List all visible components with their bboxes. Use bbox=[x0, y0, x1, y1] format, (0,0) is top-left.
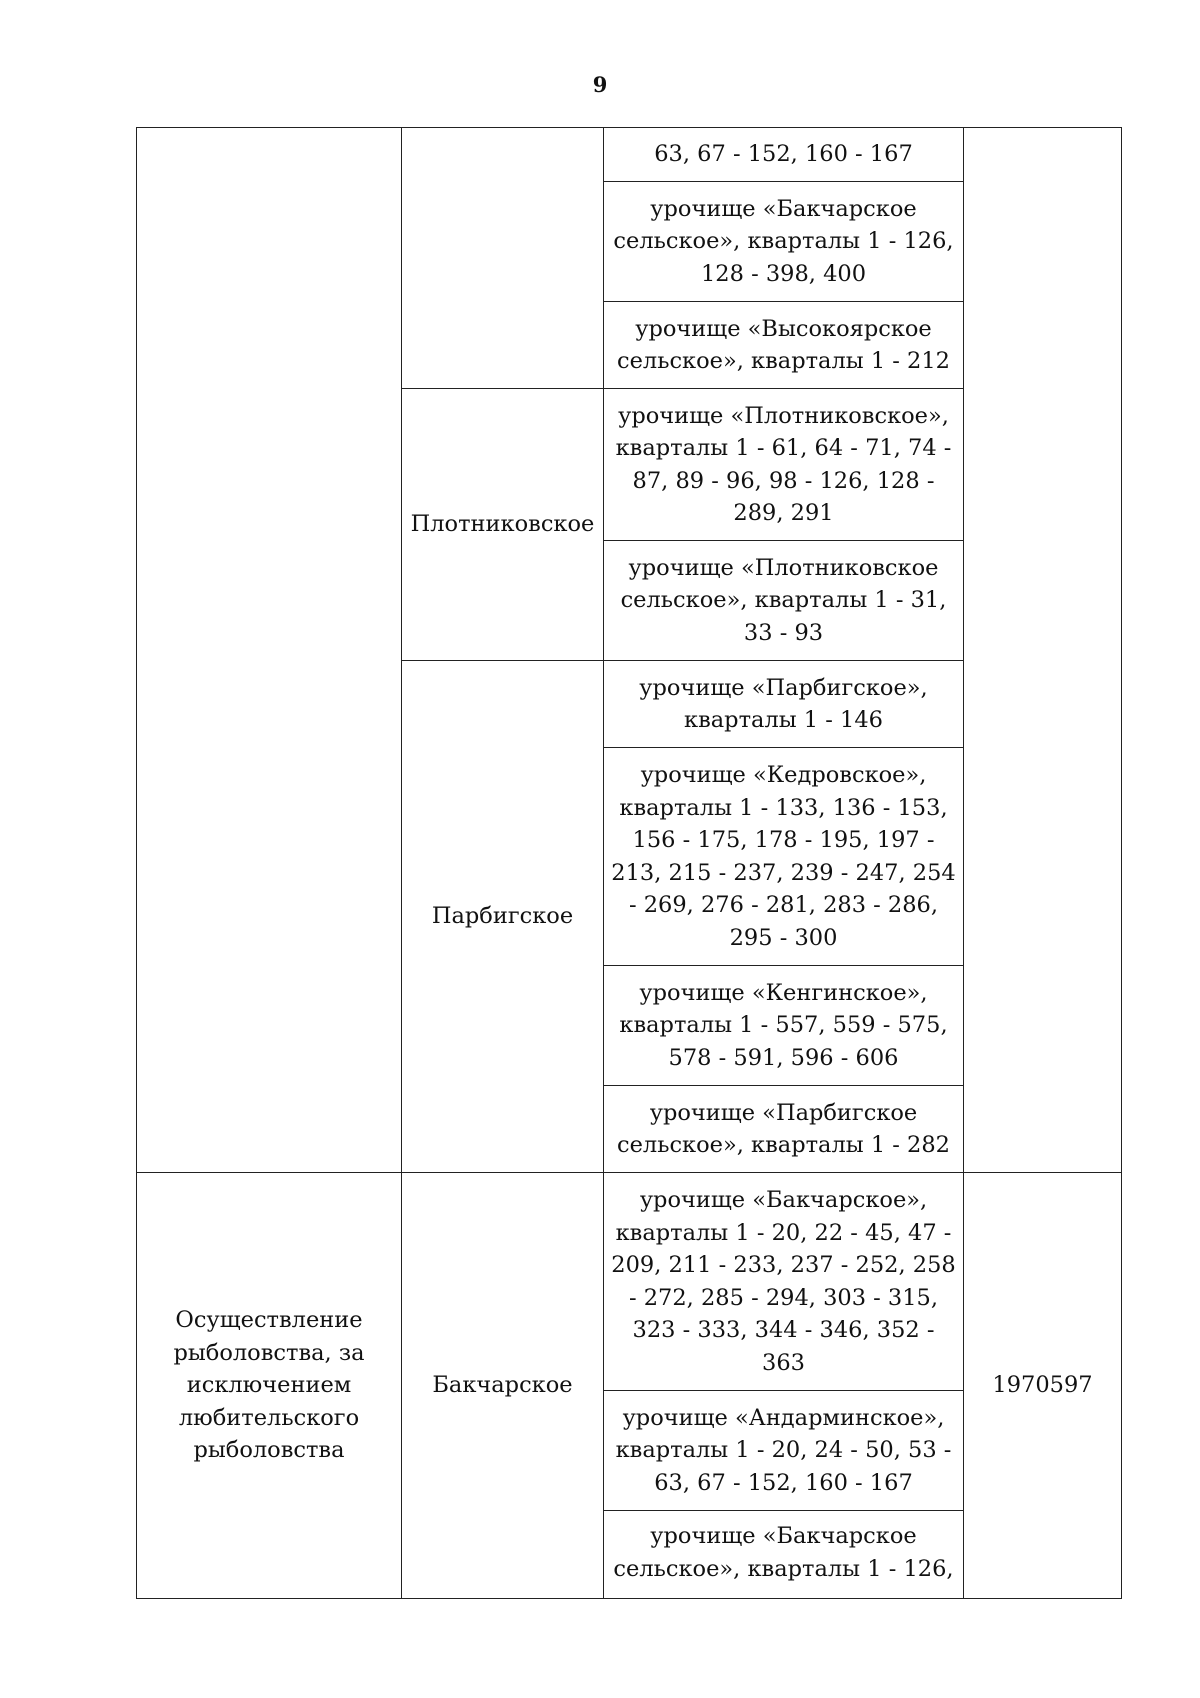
subdivision-cell: 63, 67 - 152, 160 - 167 bbox=[604, 128, 964, 182]
subdivision-cell: урочище «Бакчарское сельское», кварталы 1 - 126, bbox=[604, 1511, 964, 1599]
forestry-cell-empty bbox=[402, 128, 604, 389]
subdivision-cell: урочище «Андарминское», кварталы 1 - 20, 24 - 50, 53 - 63, 67 - 152, 160 - 167 bbox=[604, 1391, 964, 1511]
activity-cell: Осуществление рыболовства, за исключением любительского рыболовства bbox=[137, 1173, 402, 1599]
subdivision-cell: урочище «Кедровское», кварталы 1 - 133, 136 - 153, 156 - 175, 178 - 195, 197 - 213, 215 - 237, 239 - 247, 254 - 269, 276 - 281, 283 - 286, 295 - 300 bbox=[604, 748, 964, 966]
forestry-name-cell: Плотниковское bbox=[402, 389, 604, 661]
subdivision-cell: урочище «Высокоярское сельское», кварталы 1 - 212 bbox=[604, 302, 964, 389]
subdivision-cell: урочище «Парбигское», кварталы 1 - 146 bbox=[604, 661, 964, 748]
forestry-name-cell: Бакчарское bbox=[402, 1173, 604, 1599]
subdivision-cell: урочище «Парбигское сельское», кварталы 1 - 282 bbox=[604, 1086, 964, 1173]
area-cell: 1970597 bbox=[964, 1173, 1122, 1599]
table-row bbox=[137, 1173, 1122, 1391]
activity-cell-empty bbox=[137, 128, 402, 1173]
table-row bbox=[137, 128, 1122, 182]
subdivision-cell: урочище «Кенгинское», кварталы 1 - 557, 559 - 575, 578 - 591, 596 - 606 bbox=[604, 966, 964, 1086]
page-number: 9 bbox=[592, 72, 608, 97]
forestry-allocation-table-block2 bbox=[136, 1172, 1122, 1599]
subdivision-cell: урочище «Бакчарское», кварталы 1 - 20, 22 - 45, 47 - 209, 211 - 233, 237 - 252, 258 - 272, 285 - 294, 303 - 315, 323 - 333, 344 - 346, 352 - 363 bbox=[604, 1173, 964, 1391]
area-cell-empty bbox=[964, 128, 1122, 1173]
subdivision-cell: урочище «Плотниковское сельское», кварталы 1 - 31, 33 - 93 bbox=[604, 541, 964, 661]
forestry-allocation-table bbox=[136, 127, 1122, 1173]
forestry-name-cell: Парбигское bbox=[402, 661, 604, 1173]
subdivision-cell: урочище «Бакчарское сельское», кварталы 1 - 126, 128 - 398, 400 bbox=[604, 182, 964, 302]
subdivision-cell: урочище «Плотниковское», кварталы 1 - 61, 64 - 71, 74 - 87, 89 - 96, 98 - 126, 128 - 289, 291 bbox=[604, 389, 964, 541]
